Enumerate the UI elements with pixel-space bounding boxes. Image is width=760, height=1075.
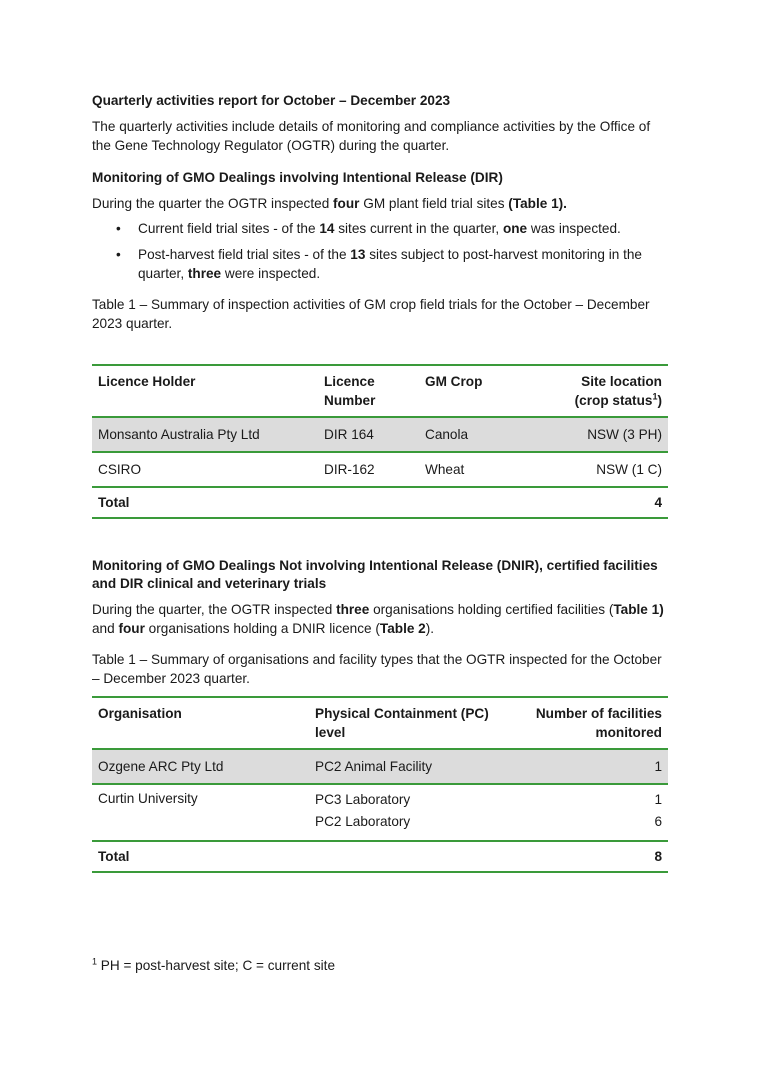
footnote-reference: 1	[652, 391, 658, 402]
column-header-licence-number: Licence Number	[324, 374, 376, 408]
column-header-licence-holder: Licence Holder	[98, 374, 196, 389]
dir-paragraph: During the quarter the OGTR inspected four GM plant field trial sites (Table 1).	[92, 196, 567, 211]
column-header-pc-level: Physical Containment (PC) level	[315, 706, 489, 740]
table-header-row	[92, 697, 668, 749]
column-header-site-location: Site location (crop status$^1$)	[574, 374, 662, 408]
table-row: CSIRO DIR-162 Wheat NSW (1 C)	[92, 452, 668, 487]
table-total-row: Total 4	[92, 487, 668, 518]
dnir-paragraph: During the quarter, the OGTR inspected three organisations holding certified facilities (Table 1) and four organisations holding a DNIR licence (Table 2).	[92, 602, 664, 636]
column-header-facility-count: Number of facilities monitored	[535, 706, 662, 740]
section-heading-dir: Monitoring of GMO Dealings involving Intentional Release (DIR)	[92, 170, 503, 185]
document-page	[92, 92, 668, 873]
column-header-organisation: Organisation	[98, 706, 182, 721]
column-header-gm-crop: GM Crop	[425, 374, 483, 389]
facility-inspection-table	[92, 696, 668, 873]
table-row: Curtin University PC3 Laboratory PC2 Laboratory 1 6	[92, 784, 668, 841]
bullet-icon: •	[116, 221, 121, 236]
section-heading-quarterly-report: Quarterly activities report for October – December 2023	[92, 93, 451, 108]
table2-caption: Table 1 – Summary of organisations and facility types that the OGTR inspected for the October – December 2023 quarter.	[92, 652, 662, 686]
field-trial-inspection-table	[92, 364, 668, 519]
table-header-row	[92, 365, 668, 417]
table-total-row: Total 8	[92, 841, 668, 872]
list-item: • Post-harvest field trial sites - of the 13 sites subject to post-harvest monitoring in the quarter, three were inspected.	[116, 247, 642, 281]
section-heading-dnir: Monitoring of GMO Dealings Not involving Intentional Release (DNIR), certified facilities and DIR clinical and veterinary trials	[92, 558, 658, 591]
intro-paragraph: The quarterly activities include details of monitoring and compliance activities by the Office of the Gene Technology Regulator (OGTR) during the quarter.	[92, 119, 651, 153]
table-row: Ozgene ARC Pty Ltd PC2 Animal Facility 1	[92, 749, 668, 784]
footnote: $^1$ PH = post-harvest site; C = current site	[92, 956, 335, 973]
bullet-icon: •	[116, 247, 121, 262]
list-item: • Current field trial sites - of the 14 sites current in the quarter, one was inspected.	[116, 221, 621, 236]
dir-bullet-list	[92, 219, 668, 283]
table1-caption: Table 1 – Summary of inspection activities of GM crop field trials for the October – December 2023 quarter.	[92, 297, 650, 331]
table-row: Monsanto Australia Pty Ltd DIR 164 Canola NSW (3 PH)	[92, 417, 668, 452]
